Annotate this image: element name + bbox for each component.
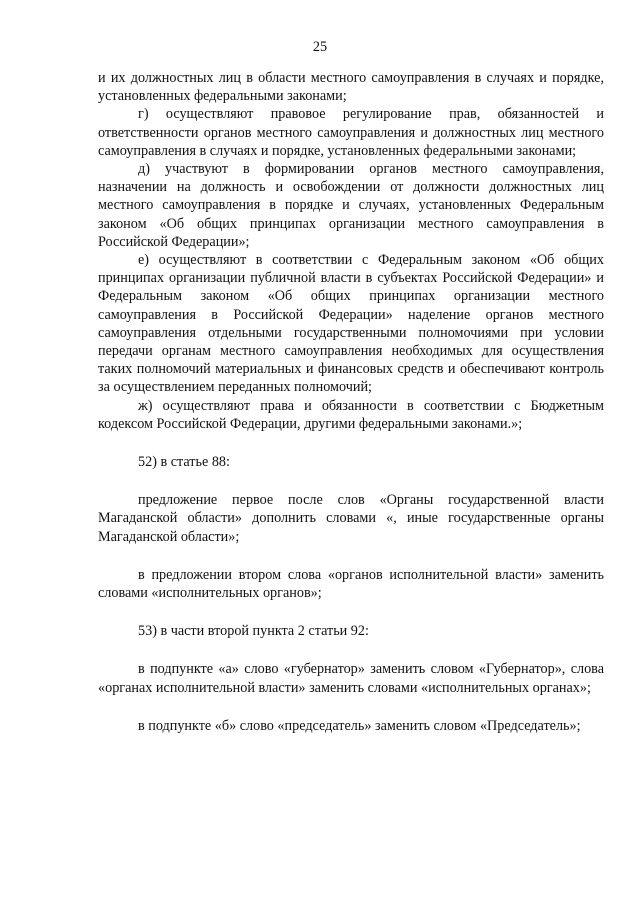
paragraph-amendment-second-sentence: в предложении втором слова «органов исполнительной власти» заменить словами «исполнительных органов»; [98,566,604,602]
paragraph-continuation: и их должностных лиц в области местного самоуправления в случаях и порядке, установленных федеральными законами; [98,70,604,105]
document-body [98,69,604,735]
page-number: 25 [312,39,328,55]
paragraph-item-zh: ж) осуществляют права и обязанности в соответствии с Бюджетным кодексом Российской Федерации, другими федеральными законами.»; [98,397,604,432]
paragraph-item-d: д) участвуют в формировании органов местного самоуправления, назначении на должность и освобождении от должности должностных лиц местного самоуправления в порядке и случаях, установленных Федеральным законом «Об общих принципах организации местного самоуправления в Российской Федерации»; [98,161,604,250]
paragraph-subitem-a: в подпункте «а» слово «губернатор» заменить словом «Губернатор», слова «органах исполнительной власти» заменить словами «исполнительных органах»; [98,661,604,696]
paragraph-item-g: г) осуществляют правовое регулирование прав, обязанностей и ответственности органов местного самоуправления и должностных лиц местного самоуправления в случаях и порядке, установленных федеральными законами; [98,106,604,159]
paragraph-amendment-first-sentence: предложение первое после слов «Органы государственной власти Магаданской области» дополнить словами «, иные государственные органы Магаданской области»; [98,492,604,545]
paragraph-item-53: 53) в части второй пункта 2 статьи 92: [138,623,369,640]
paragraph-subitem-b: в подпункте «б» слово «председатель» заменить словом «Председатель»; [138,717,581,734]
paragraph-item-e: е) осуществляют в соответствии с Федеральным законом «Об общих принципах организации публичной власти в субъектах Российской Федерации» и Федеральным законом «Об общих принципах организации местного самоуправления в Российской Федерации» наделение органов местного самоуправления отдельными государственными полномочиями при условии передачи органам местного самоуправления необходимых для осуществления таких полномочий материальных и финансовых средств и обеспечивают контроль за осуществлением переданных полномочий; [98,252,604,396]
paragraph-item-52: 52) в статье 88: [138,454,230,471]
